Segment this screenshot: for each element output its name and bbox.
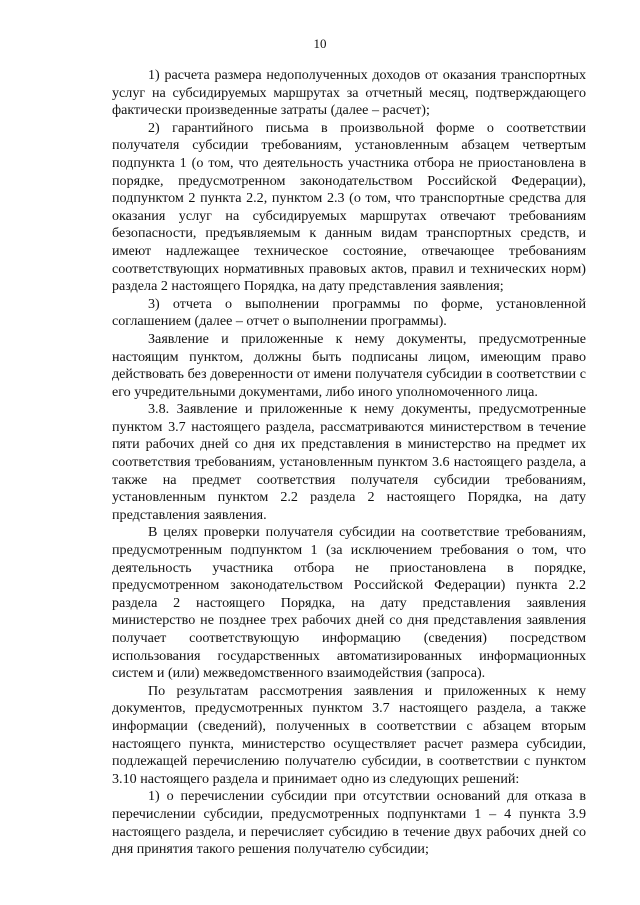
paragraph-verification: В целях проверки получателя субсидии на соответствие требованиям, предусмотренным подпунктом 1 (за исключением требования о том, что деятельность участника отбора не приостановлена в порядке, предусмотренном законодательством Российской Федерации) пункта 2.2 раздела 2 настоящего Порядка, на дату представления заявления министерство не позднее трех рабочих дней со дня представления заявления получает соответствующую информацию (сведения) посредством использования государственных автоматизированных информационных систем и (или) межведомственного взаимодействия (запроса). (112, 524, 586, 682)
paragraph-clause-3-8: 3.8. Заявление и приложенные к нему документы, предусмотренные пунктом 3.7 настоящего раздела, рассматриваются министерством в течение пяти рабочих дней со дня их представления в министерство на предмет их соответствия требованиям, установленным пунктом 3.6 настоящего раздела, а также на предмет соответствия получателя субсидии требованиям, установленным пунктом 2.2 раздела 2 настоящего Порядка, на дату представления заявления. (112, 401, 586, 523)
paragraph-decision-1-transfer: 1) о перечислении субсидии при отсутствии оснований для отказа в перечислении субсидии, предусмотренных подпунктами 1 – 4 пункта 3.9 настоящего раздела, и перечисляет субсидию в течение двух рабочих дней со дня принятия такого решения получателю субсидии; (112, 788, 586, 858)
paragraph-signature-requirements: Заявление и приложенные к нему документы, предусмотренные настоящим пунктом, должны быть подписаны лицом, имеющим право действовать без доверенности от имени получателя субсидии в соответствии с его учредительными документами, либо иного уполномоченного лица. (112, 330, 586, 400)
document-body (112, 67, 586, 859)
paragraph-item-1-calculation: 1) расчета размера недополученных доходов от оказания транспортных услуг на субсидируемых маршрутах за отчетный месяц, подтверждающего фактически произведенные затраты (далее – расчет); (112, 67, 586, 119)
page-number: 10 (313, 36, 327, 51)
paragraph-item-2-guarantee-letter: 2) гарантийного письма в произвольной форме о соответствии получателя субсидии требованиям, установленным абзацем четвертым подпункта 1 (о том, что деятельность участника отбора не приостановлена в порядке, предусмотренном законодательством Российской Федерации), подпунктом 2 пункта 2.2, пунктом 2.3 (о том, что транспортные средства для оказания услуг на субсидируемых маршрутах отвечают требованиям безопасности, предъявляемым к данным видам транспортных средств, и имеют надлежащее техническое состояние, отвечающее требованиям соответствующих нормативных правовых актов, правил и технических норм) раздела 2 настоящего Порядка, на дату представления заявления; (112, 119, 586, 295)
paragraph-item-3-program-report: 3) отчета о выполнении программы по форме, установленной соглашением (далее – отчет о выполнении программы). (112, 295, 586, 330)
paragraph-review-results: По результатам рассмотрения заявления и приложенных к нему документов, предусмотренных пунктом 3.7 настоящего раздела, а также информации (сведений), полученных в соответствии с абзацем вторым настоящего пункта, министерство осуществляет расчет размера субсидии, подлежащей перечислению получателю субсидии, в соответствии с пунктом 3.10 настоящего раздела и принимает одно из следующих решений: (112, 682, 586, 787)
